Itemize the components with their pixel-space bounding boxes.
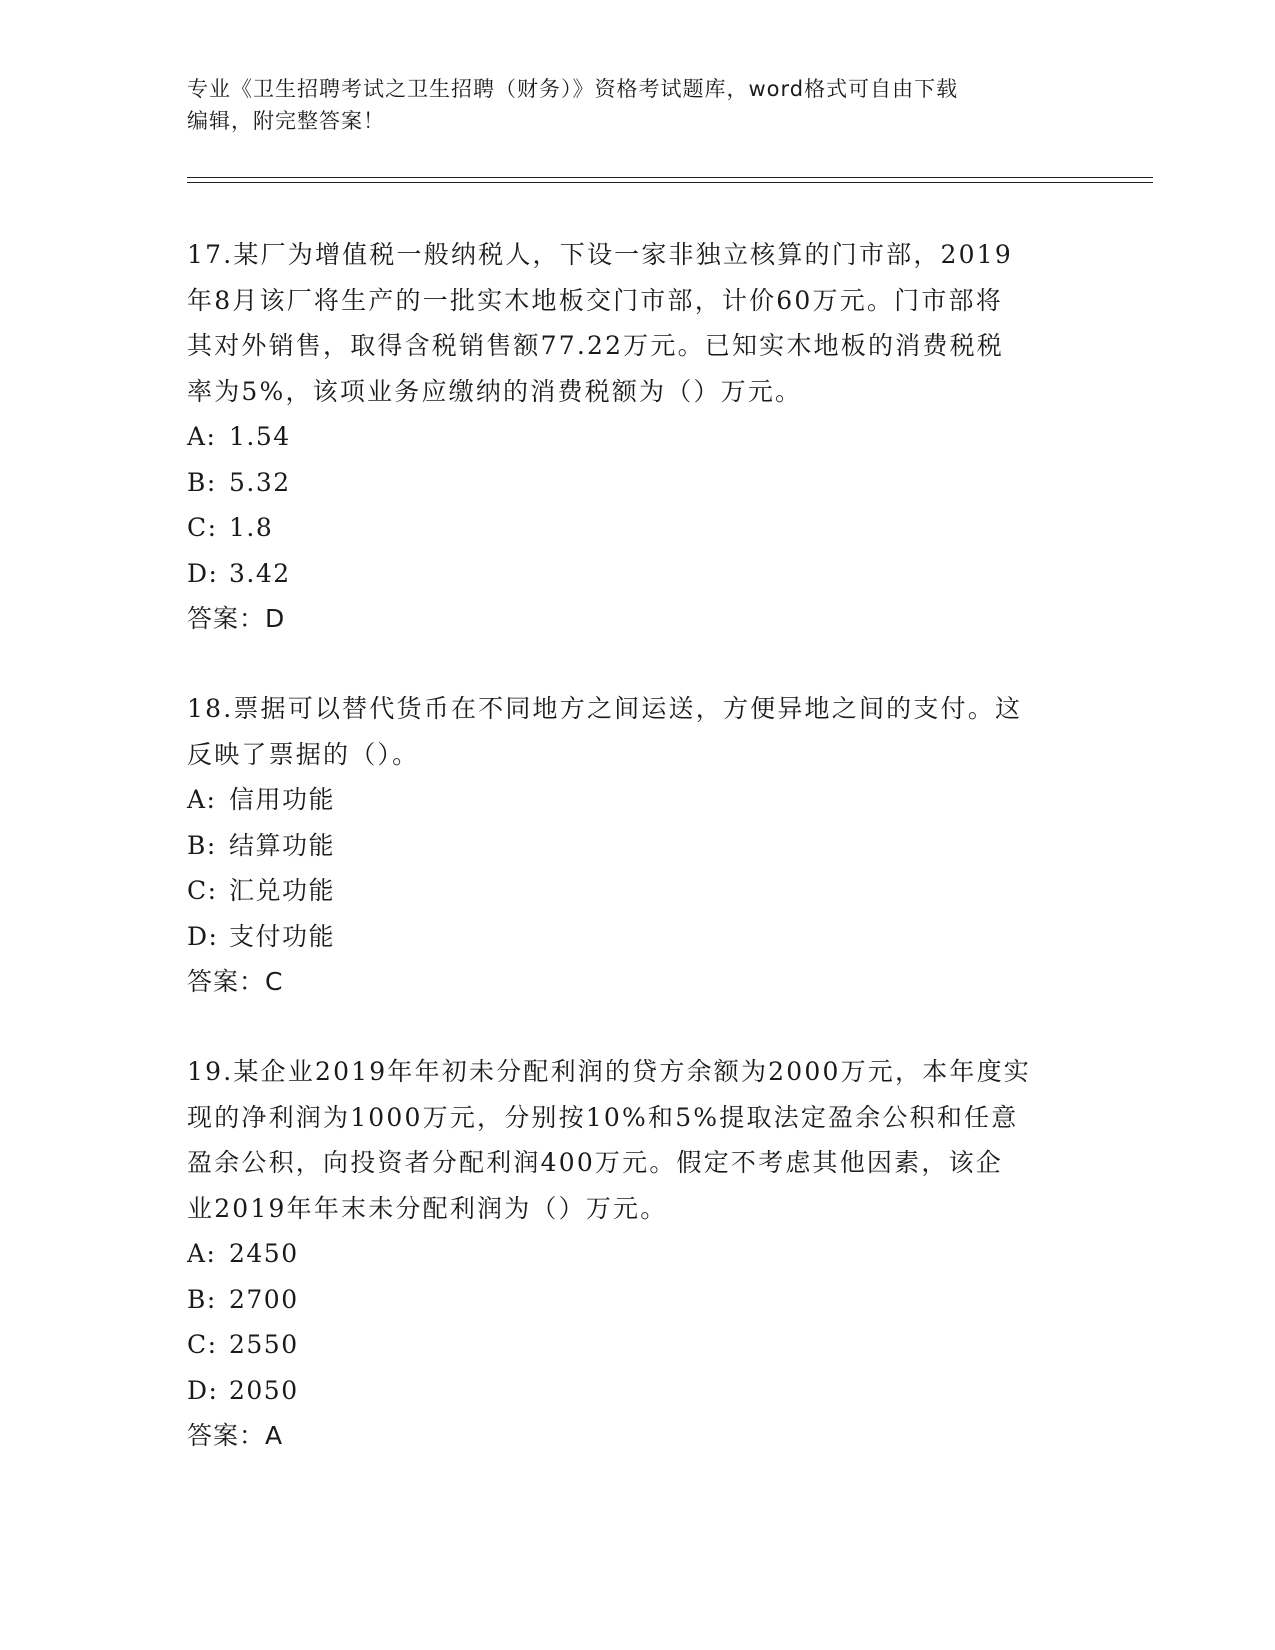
- answer-value: A: [265, 1421, 284, 1450]
- option-text: 2550: [229, 1330, 299, 1359]
- stem-line: 年8月该厂将生产的一批实木地板交门市部，计价60万元。门市部将: [187, 285, 1003, 315]
- option-text: 2700: [229, 1284, 299, 1314]
- stem-line: 现的净利润为1000万元，分别按10%和5%提取法定盈余公积和任意: [187, 1102, 1019, 1132]
- stem-line: 业2019年年末未分配利润为（）万元。: [187, 1193, 668, 1223]
- option-list: [187, 1231, 1077, 1413]
- option-text: 3.42: [229, 558, 291, 588]
- option-letter: D:: [187, 558, 219, 588]
- option-text: 支付功能: [229, 921, 336, 951]
- option-letter: B:: [187, 467, 217, 497]
- option-text: 2450: [229, 1239, 299, 1268]
- option-letter: A:: [187, 785, 217, 814]
- option-c: [187, 1322, 1077, 1368]
- option-a: [187, 777, 1077, 823]
- option-text: 5.32: [229, 467, 291, 497]
- option-d: [187, 551, 1077, 597]
- option-list: [187, 777, 1077, 959]
- document-header: [187, 73, 1087, 137]
- option-text: 结算功能: [229, 830, 336, 860]
- question-stem: [187, 686, 1077, 777]
- question-19: [187, 1049, 1077, 1459]
- answer-line: [187, 959, 1077, 1005]
- option-letter: D:: [187, 1375, 219, 1405]
- option-c: [187, 868, 1077, 914]
- option-letter: C:: [187, 1330, 218, 1359]
- stem-line: 17.某厂为增值税一般纳税人，下设一家非独立核算的门市部，2019: [187, 240, 1013, 269]
- option-b: [187, 823, 1077, 869]
- option-letter: A:: [187, 1239, 217, 1268]
- answer-value: C: [265, 967, 284, 996]
- header-line-2: 编辑，附完整答案！: [187, 109, 385, 133]
- option-a: [187, 1231, 1077, 1277]
- option-letter: A:: [187, 422, 217, 451]
- option-a: [187, 414, 1077, 460]
- question-17: [187, 232, 1077, 642]
- option-letter: C:: [187, 513, 218, 542]
- option-letter: B:: [187, 1284, 217, 1314]
- option-d: [187, 914, 1077, 960]
- option-c: [187, 505, 1077, 551]
- answer-label: 答案：: [187, 1421, 266, 1450]
- answer-value: D: [265, 604, 286, 633]
- answer-line: [187, 596, 1077, 642]
- stem-line: 率为5%，该项业务应缴纳的消费税额为（）万元。: [187, 376, 803, 406]
- option-text: 2050: [229, 1375, 299, 1405]
- option-text: 汇兑功能: [229, 876, 336, 905]
- option-list: [187, 414, 1077, 596]
- question-stem: [187, 232, 1077, 414]
- header-divider-bottom: [187, 182, 1153, 183]
- option-letter: B:: [187, 830, 217, 860]
- stem-line: 其对外销售，取得含税销售额77.22万元。已知实木地板的消费税税: [187, 331, 1004, 360]
- answer-label: 答案：: [187, 967, 266, 996]
- stem-line: 19.某企业2019年年初未分配利润的贷方余额为2000万元，本年度实: [187, 1057, 1032, 1086]
- option-letter: D:: [187, 921, 219, 951]
- answer-line: [187, 1413, 1077, 1459]
- header-line-1: 专业《卫生招聘考试之卫生招聘（财务）》资格考试题库，word格式可自由下载: [187, 77, 959, 101]
- stem-line: 18.票据可以替代货币在不同地方之间运送，方便异地之间的支付。这: [187, 694, 1023, 723]
- question-18: [187, 686, 1077, 1005]
- option-text: 信用功能: [229, 785, 336, 814]
- question-stem: [187, 1049, 1077, 1231]
- option-b: [187, 460, 1077, 506]
- option-text: 1.54: [229, 422, 291, 451]
- stem-line: 反映了票据的（）。: [187, 739, 420, 769]
- header-divider-top: [187, 177, 1153, 178]
- option-text: 1.8: [229, 513, 274, 542]
- answer-label: 答案：: [187, 604, 266, 633]
- option-b: [187, 1277, 1077, 1323]
- option-letter: C:: [187, 876, 218, 905]
- option-d: [187, 1368, 1077, 1414]
- stem-line: 盈余公积，向投资者分配利润400万元。假定不考虑其他因素，该企: [187, 1148, 1003, 1177]
